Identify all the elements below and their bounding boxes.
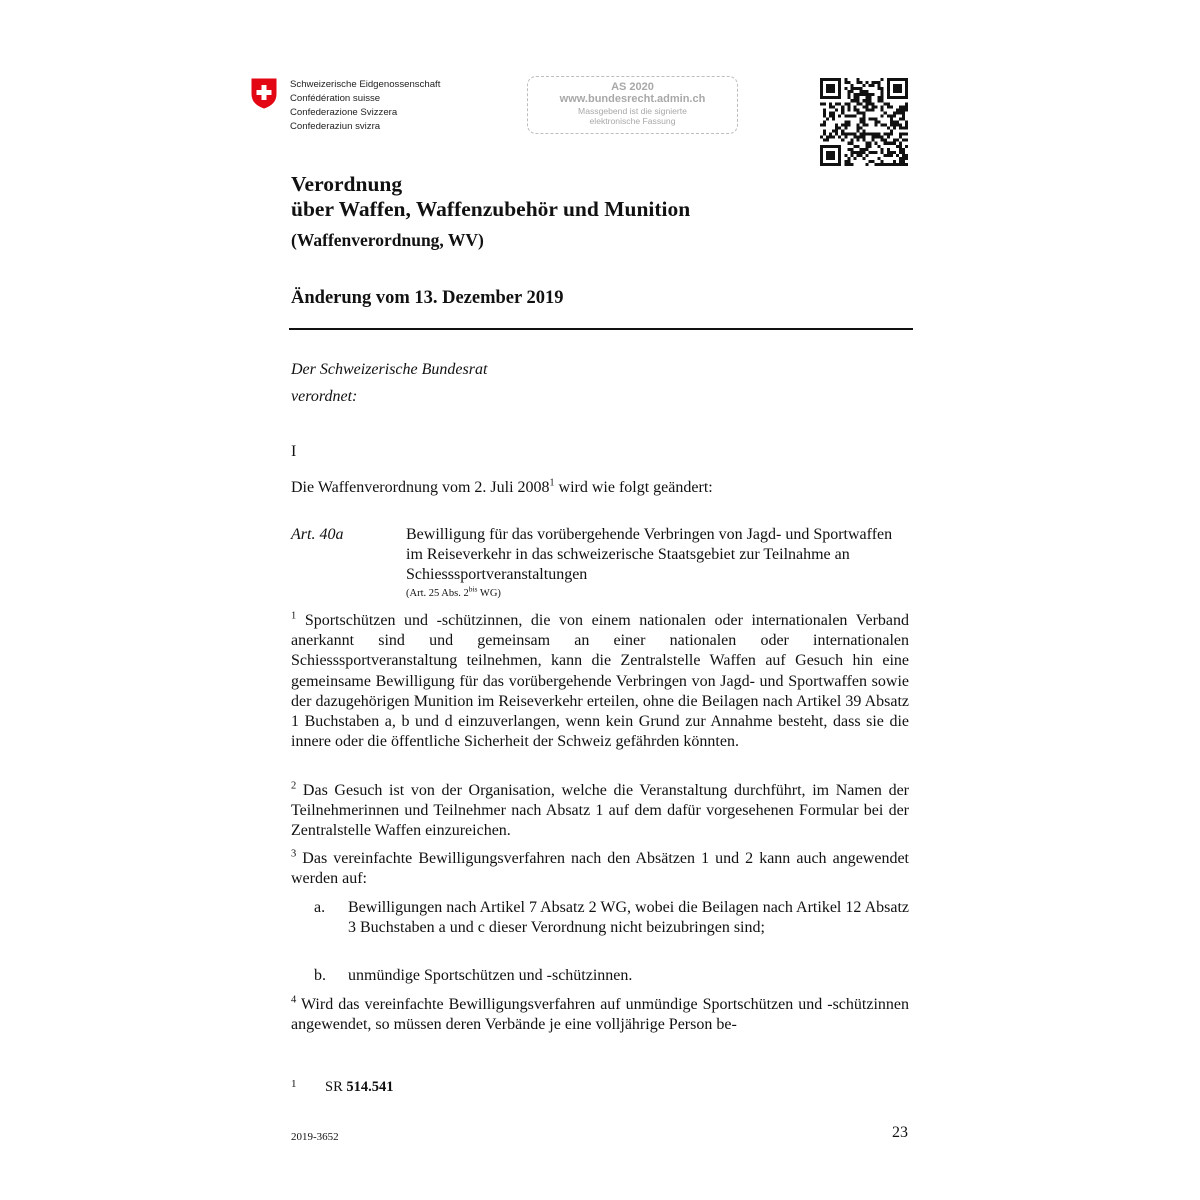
- title-divider: [289, 328, 913, 330]
- footnote-sr-number: 514.541: [346, 1079, 394, 1095]
- paragraph-text: Sportschützen und -schützinnen, die von einem nationalen oder internationalen Verband anerkannt sind und gemeinsam an einer nationalen oder internationalen Schiesssportveranstaltung teilnehmen, kann die Zentralstelle Waffen auf Gesuch hin eine gemeinsame Bewilligung für das vorübergehende Verbringen von Jagd- und Sportwaffen sowie der dazugehörigen Munition im Reiseverkehr erteilen, ohne die Beilagen nach Artikel 39 Absatz 1 Buchstaben a, b und d einzuverlangen, wenn kein Grund zur Annahme besteht, dass sie die innere oder die öffentliche Sicherheit der Schweiz gefährden könnten.: [291, 612, 910, 751]
- federal-authority-names: [290, 78, 440, 134]
- list-item-b-marker: b.: [314, 967, 326, 984]
- paragraph-number: 3: [291, 848, 297, 860]
- document-number: 2019-3652: [291, 1131, 339, 1143]
- intro-text: Die Waffenverordnung vom 2. Juli 2008: [291, 479, 550, 496]
- authority-line-fr: Confédération suisse: [290, 93, 381, 104]
- ref-text: (Art. 25 Abs. 2: [406, 588, 469, 599]
- stamp-note-1: Massgebend ist die signierte: [578, 106, 687, 116]
- document-title: [291, 172, 690, 222]
- paragraph-4: [291, 995, 909, 1035]
- qr-code-icon: [820, 78, 908, 166]
- paragraph-1: [291, 611, 909, 752]
- section-number: I: [291, 443, 297, 460]
- paragraph-3: [291, 849, 909, 889]
- paragraph-text: Das Gesuch ist von der Organisation, welche die Veranstaltung durchführt, im Namen der Teilnehmerinnen und Teilnehmer nach Absatz 1 auf dem dafür vorgesehenen Formular bei der Zentralstelle Waffen einzureichen.: [291, 782, 910, 840]
- swiss-cross-icon: [251, 78, 277, 109]
- ref-text-end: WG): [477, 588, 501, 599]
- paragraph-number: 4: [291, 994, 297, 1006]
- list-item-a-text: Bewilligungen nach Artikel 7 Absatz 2 WG, wobei die Beilagen nach Artikel 12 Absatz 3 Buchstaben a und c dieser Verordnung nicht beizubringen sind;: [348, 899, 909, 937]
- authority-line-rm: Confederaziun svizra: [290, 121, 381, 132]
- list-item-b-text: unmündige Sportschützen und -schützinnen.: [348, 967, 633, 984]
- authority-line-de: Schweizerische Eidgenossenschaft: [290, 79, 441, 90]
- preamble: [291, 356, 487, 410]
- stamp-note-2: elektronische Fassung: [589, 116, 676, 126]
- paragraph-text: Wird das vereinfachte Bewilligungsverfahren auf unmündige Sportschützen und -schützinnen angewendet, so müssen deren Verbände je eine volljährige Person be-: [291, 996, 910, 1034]
- paragraph-text: Das vereinfachte Bewilligungsverfahren nach den Absätzen 1 und 2 kann auch angewendet werden auf:: [291, 850, 909, 888]
- intro-text-end: wird wie folgt geändert:: [554, 479, 713, 496]
- authority-line-it: Confederazione Svizzera: [290, 107, 398, 118]
- article-legal-reference: [406, 584, 501, 601]
- amendment-date: Änderung vom 13. Dezember 2019: [291, 288, 564, 308]
- section-intro: [291, 476, 713, 500]
- document-subtitle: (Waffenverordnung, WV): [291, 230, 484, 250]
- footnote-reference[interactable]: 1: [549, 477, 555, 489]
- paragraph-number: 2: [291, 780, 297, 792]
- ref-sup: bis: [468, 584, 478, 594]
- official-compilation-stamp: [527, 76, 738, 134]
- title-line-2: über Waffen, Waffenzubehör und Munition: [291, 197, 691, 221]
- footnote-marker: 1: [291, 1078, 297, 1090]
- paragraph-2: [291, 781, 909, 842]
- page-number: 23: [892, 1124, 908, 1141]
- footnote-text: [325, 1078, 394, 1096]
- footnote-prefix: SR: [325, 1079, 347, 1095]
- title-line-1: Verordnung: [291, 172, 403, 196]
- stamp-website: www.bundesrecht.admin.ch: [559, 93, 706, 105]
- article-number: Art. 40a: [291, 526, 344, 543]
- article-title: Bewilligung für das vorübergehende Verbringen von Jagd- und Sportwaffen im Reiseverkehr in das schweizerische Staatsgebiet zur Teilnahme an Schiesssportveranstaltungen: [406, 526, 893, 583]
- list-item-a-marker: a.: [314, 899, 326, 916]
- preamble-line-1: Der Schweizerische Bundesrat: [291, 361, 488, 378]
- preamble-line-2: verordnet:: [291, 388, 358, 405]
- paragraph-number: 1: [291, 610, 297, 622]
- stamp-as-number: AS 2020: [611, 81, 654, 93]
